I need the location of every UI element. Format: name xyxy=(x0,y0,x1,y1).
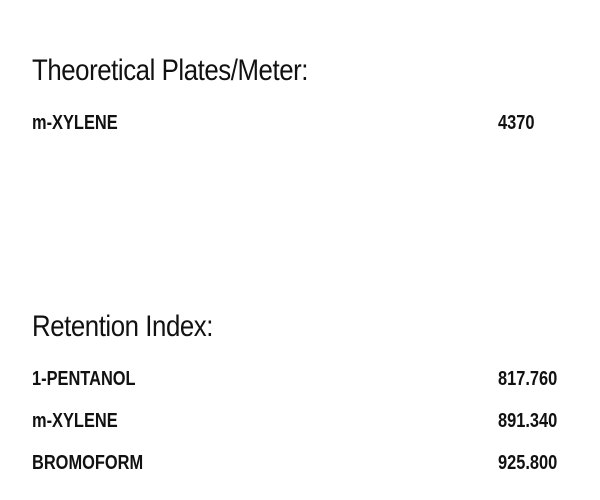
list-item xyxy=(32,366,568,408)
list-item xyxy=(32,110,568,152)
retention-index-value: 891.340 xyxy=(498,410,558,432)
theoretical-plates-list xyxy=(32,110,568,152)
plates-value: 4370 xyxy=(498,112,535,134)
retention-index-heading: Retention Index: xyxy=(32,310,214,343)
retention-index-list xyxy=(32,366,568,492)
compound-name: BROMOFORM xyxy=(32,452,144,474)
list-item xyxy=(32,450,568,492)
retention-index-value: 925.800 xyxy=(498,452,558,474)
theoretical-plates-section xyxy=(32,52,568,152)
list-item xyxy=(32,408,568,450)
compound-name: m-XYLENE xyxy=(32,112,118,134)
compound-name: m-XYLENE xyxy=(32,410,118,432)
retention-index-section xyxy=(32,308,568,492)
theoretical-plates-heading: Theoretical Plates/Meter: xyxy=(32,54,309,87)
compound-name: 1-PENTANOL xyxy=(32,368,136,390)
retention-index-value: 817.760 xyxy=(498,368,558,390)
